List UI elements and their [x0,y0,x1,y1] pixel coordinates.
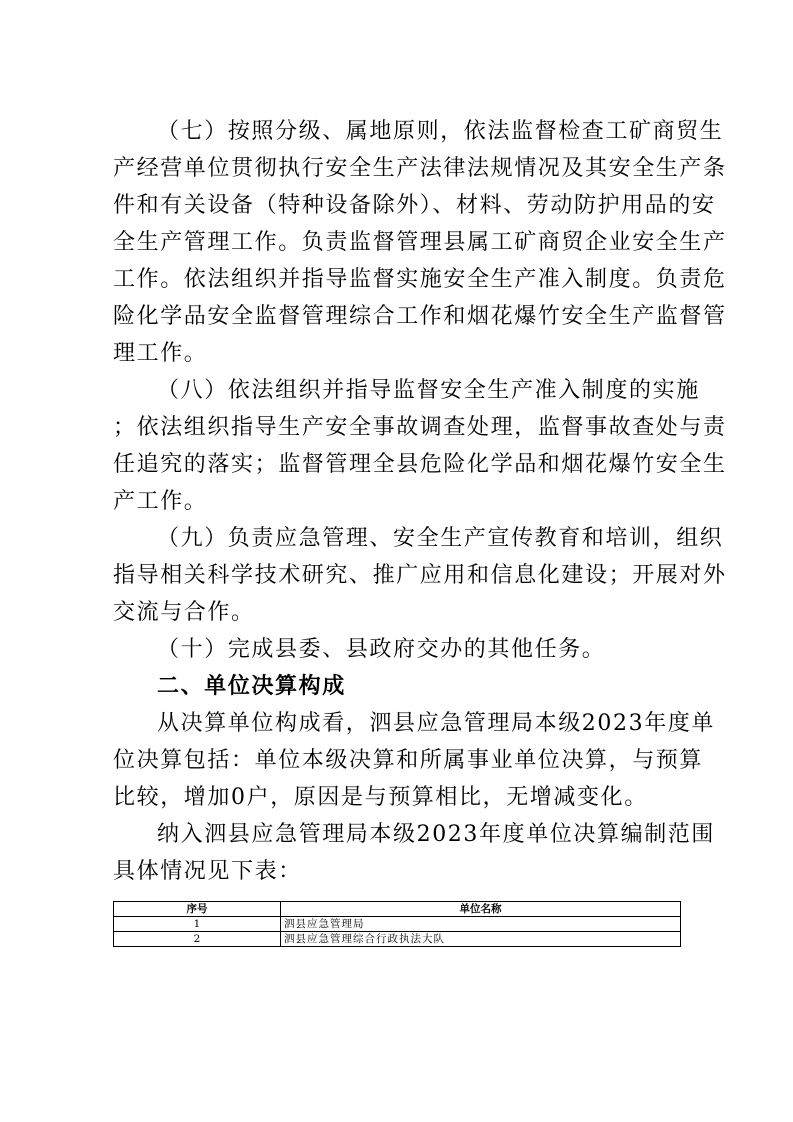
column-header-index: 序号 [114,902,281,917]
paragraph-7-line: 工作。依法组织并指导监督实施安全生产准入制度。负责危 [113,267,727,292]
composition-line: 位决算包括：单位本级决算和所属事业单位决算，与预算 [113,748,704,773]
table-header-row [114,902,681,917]
section-heading: 二、单位决算构成 [157,674,346,699]
scope-line: 纳入泗县应急管理局本级2023年度单位决算编制范围 [157,822,715,847]
composition-line: 比较，增加0户，原因是与预算相比，无增减变化。 [113,785,648,810]
paragraph-9-line: 指导相关科学技术研究、推广应用和信息化建设；开展对外 [113,563,727,588]
column-header-unit-name: 单位名称 [281,902,681,917]
table-cell-index: 1 [114,917,281,932]
table-cell-index: 2 [114,932,281,947]
table-row [114,932,681,947]
paragraph-8-line: （八）依法组织并指导监督安全生产准入制度的实施 [157,378,700,403]
paragraph-7-line: 险化学品安全监督管理综合工作和烟花爆竹安全生产监督管 [113,304,727,329]
paragraph-10-line: （十）完成县委、县政府交办的其他任务。 [157,637,606,662]
paragraph-7-line: 件和有关设备（特种设备除外）、材料、劳动防护用品的安 [113,193,716,218]
paragraph-7-line: （七）按照分级、属地原则，依法监督检查工矿商贸生 [157,119,724,144]
paragraph-8-line: ；依法组织指导生产安全事故调查处理，监督事故查处与责 [113,415,727,440]
paragraph-9-line: （九）负责应急管理、安全生产宣传教育和培训，组织 [157,526,724,551]
table-cell-unit-name: 泗县应急管理综合行政执法大队 [281,932,681,947]
paragraph-9-line: 交流与合作。 [113,600,255,625]
scope-line: 具体情况见下表： [113,859,302,884]
table-cell-unit-name: 泗县应急管理局 [281,917,681,932]
composition-line: 从决算单位构成看，泗县应急管理局本级2023年度单 [157,711,715,736]
units-table [113,901,681,947]
paragraph-8-line: 产工作。 [113,489,208,514]
paragraph-7-line: 全生产管理工作。负责监督管理县属工矿商贸企业安全生产 [113,230,727,255]
paragraph-7-line: 产经营单位贯彻执行安全生产法律法规情况及其安全生产条 [113,156,727,181]
table-row [114,917,681,932]
paragraph-7-line: 理工作。 [113,341,208,366]
paragraph-8-line: 任追究的落实；监督管理全县危险化学品和烟花爆竹安全生 [113,452,727,477]
